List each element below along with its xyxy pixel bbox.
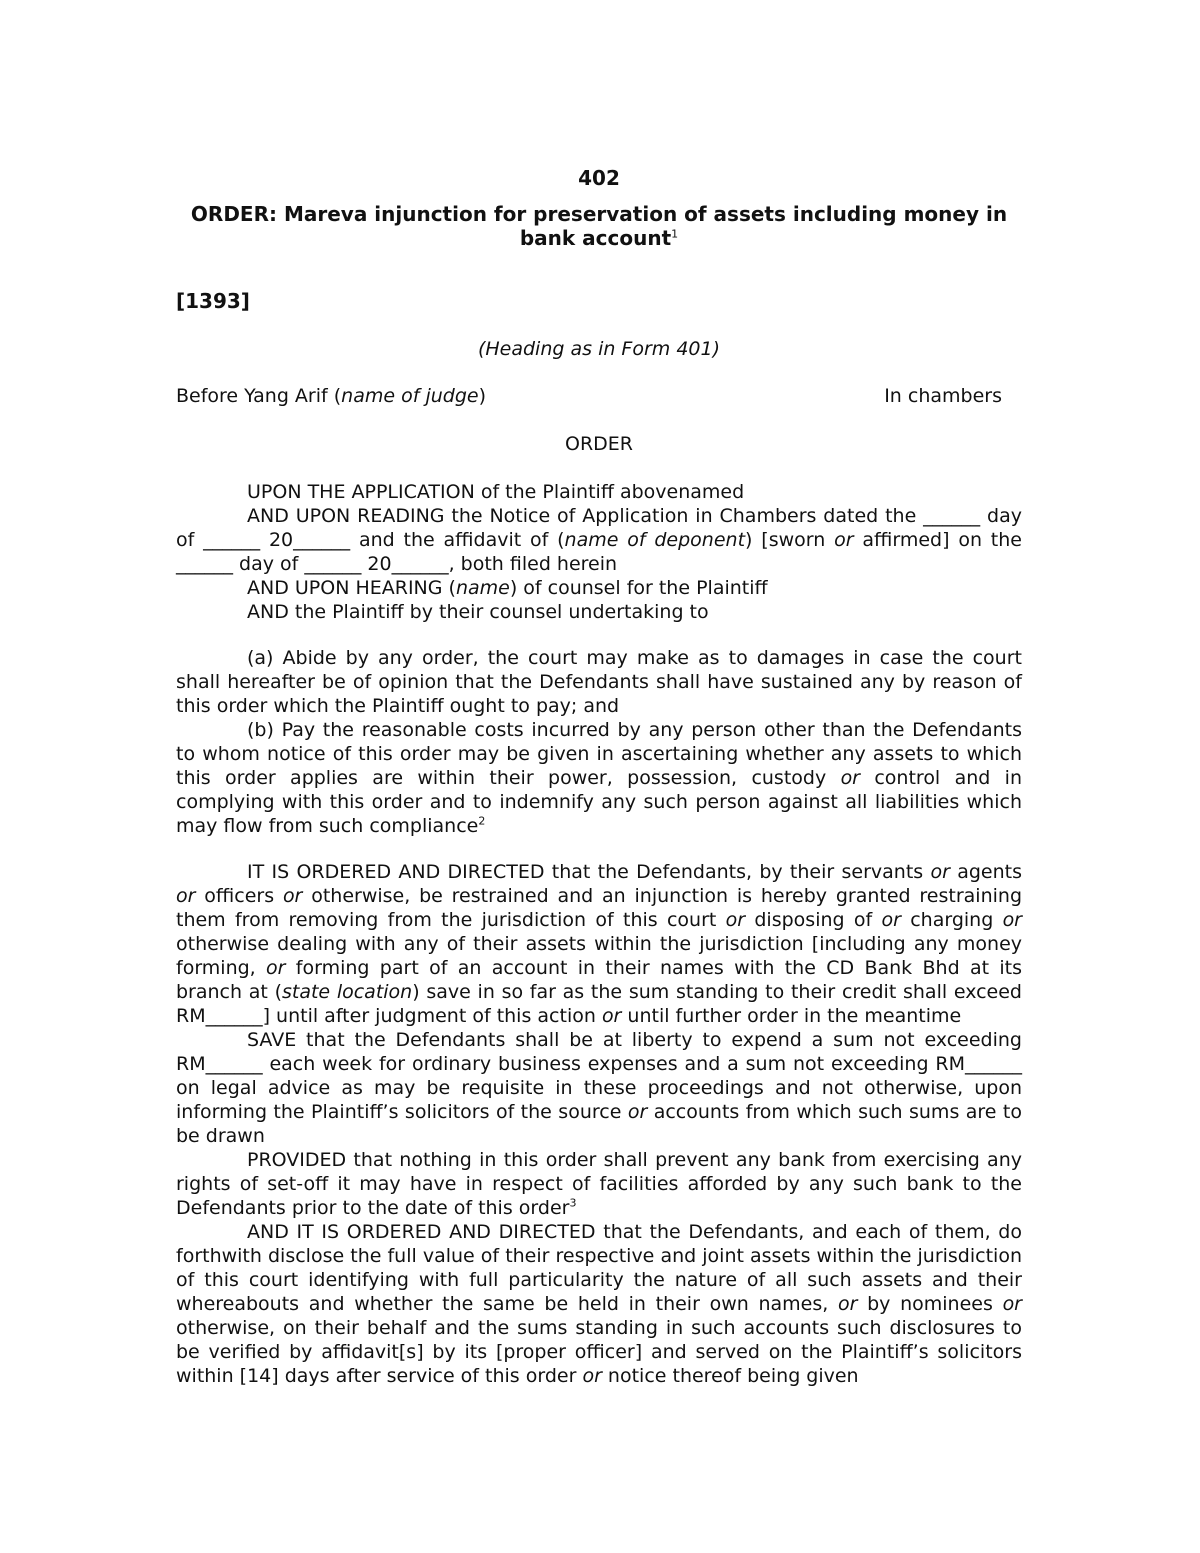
- disclose-text-4: notice thereof being given: [601, 1365, 859, 1387]
- recital-reading: [176, 504, 1022, 576]
- injunction-text-4: otherwise, be restrained and an injunction is hereby granted restraining them from removing from the jurisdiction of this court: [176, 885, 1023, 931]
- recital-hearing-text-2: ) of counsel for the Plaintiff: [509, 577, 768, 599]
- disclose-text-3: otherwise, on their behalf and the sums standing in such accounts such disclosures to be verified by affidavit[s] by its [proper officer] and served on the Plaintiff’s solicitors within [14] days after service of this order: [176, 1317, 1022, 1387]
- save-text-1: SAVE that the Defendants shall be at liberty to expend a sum not exceeding RM______ each week for ordinary business expenses and a sum not exceeding RM______ on legal advice as may be requisite in these proceedings and not otherwise, upon informing the Plaintiff’s solicitors of the source: [176, 1029, 1022, 1123]
- or-italic: or: [582, 1365, 602, 1387]
- counsel-name-placeholder: name: [455, 577, 510, 599]
- order-paragraphs-block: [176, 860, 1022, 1388]
- injunction-text-10: until further order in the meantime: [621, 1005, 962, 1027]
- injunction-text-5: disposing of: [745, 909, 882, 931]
- recital-reading-text-3: affirmed] on the ______ day of ______ 20______, both filed herein: [176, 529, 1022, 575]
- recital-application: UPON THE APPLICATION of the Plaintiff abovenamed: [247, 481, 745, 503]
- footnote-marker: 3: [569, 1196, 577, 1210]
- injunction-text-2: agents: [949, 861, 1023, 883]
- or-italic: or: [881, 909, 901, 931]
- or-italic: or: [837, 1293, 858, 1315]
- form-number: 402: [578, 166, 620, 190]
- save-text-2: accounts from which such sums are to be drawn: [176, 1101, 1022, 1147]
- or-italic: or: [834, 529, 854, 551]
- heading-note: (Heading as in Form 401): [477, 338, 721, 360]
- save-paragraph: [176, 1028, 1022, 1148]
- title-text: ORDER: Mareva injunction for preservation of assets including money in bank account: [190, 202, 1008, 250]
- provided-text: PROVIDED that nothing in this order shall prevent any bank from exercising any rights of set-off it may have in respect of facilities afforded by any such bank to the Defendants prior to the date of this order: [176, 1149, 1022, 1219]
- injunction-text-7: otherwise dealing with any of their assets within the jurisdiction [including any money forming,: [176, 933, 1022, 979]
- provided-paragraph: [176, 1148, 1022, 1220]
- branch-location-placeholder: state location: [281, 981, 413, 1003]
- undertaking-b-text-1: (b) Pay the reasonable costs incurred by any person other than the Defendants to whom notice of this order may be given in ascertaining whether any assets to which this order applies are within their power, possession, custody: [176, 719, 1022, 789]
- or-italic: or: [725, 909, 746, 931]
- order-heading: ORDER: [565, 433, 633, 455]
- disclose-text-1: AND IT IS ORDERED AND DIRECTED that the Defendants, and each of them, do forthwith disclose the full value of their respective and joint assets within the jurisdiction of this court identifying with full particularity the nature of all such assets and their whereabouts and whether the same be held in their own names,: [176, 1221, 1022, 1315]
- undertaking-a: (a) Abide by any order, the court may make as to damages in case the court shall hereafter be of opinion that the Defendants shall have sustained any by reason of this order which the Plaintiff ought to pay; and: [176, 647, 1022, 717]
- recital-hearing-text-1: AND UPON HEARING (: [247, 577, 456, 599]
- recital-reading-text-2: ) [sworn: [745, 529, 835, 551]
- or-italic: or: [282, 885, 303, 907]
- disclose-text-2: by nominees: [857, 1293, 1003, 1315]
- recital-reading-text-1: AND UPON READING the Notice of Application in Chambers dated the ______ day of ______ 20______ and the affidavit of (: [176, 505, 1022, 551]
- undertaking-b-text-2: control and in complying with this order and to indemnify any such person against all liabilities which may flow from such compliance: [176, 767, 1022, 837]
- undertakings-block: [176, 646, 1022, 838]
- or-italic: or: [1002, 909, 1022, 931]
- chambers-location: In chambers: [884, 385, 1002, 407]
- or-italic: or: [627, 1101, 648, 1123]
- injunction-text-3: officers: [195, 885, 283, 907]
- undertaking-b: [176, 718, 1022, 838]
- title-footnote-marker: 1: [671, 227, 679, 241]
- recitals-block: [176, 480, 1022, 624]
- or-italic: or: [840, 767, 860, 789]
- or-italic: or: [176, 885, 196, 907]
- injunction-text-6: charging: [900, 909, 1003, 931]
- recital-hearing: [176, 576, 1022, 600]
- injunction-paragraph: [176, 860, 1022, 1028]
- deponent-placeholder: name of deponent: [564, 529, 746, 551]
- footnote-marker: 2: [478, 814, 486, 828]
- form-reference: [1393]: [176, 289, 250, 313]
- recital-undertaking: AND the Plaintiff by their counsel undertaking to: [247, 601, 709, 623]
- judge-name-placeholder: name of judge: [341, 385, 479, 407]
- or-italic: or: [930, 861, 950, 883]
- injunction-text-1: IT IS ORDERED AND DIRECTED that the Defendants, by their servants: [247, 861, 931, 883]
- or-italic: or: [1002, 1293, 1022, 1315]
- judge-before-label: Before Yang Arif (: [176, 385, 342, 407]
- disclosure-paragraph: [176, 1220, 1022, 1388]
- judge-after-label: ): [478, 385, 487, 407]
- injunction-text-8: forming part of an account in their names with the CD Bank Bhd at its branch at (: [176, 957, 1022, 1003]
- or-italic: or: [266, 957, 286, 979]
- document-title: [176, 202, 1022, 250]
- injunction-text-9: ) save in so far as the sum standing to their credit shall exceed RM______] until after judgment of this action: [176, 981, 1022, 1027]
- or-italic: or: [601, 1005, 622, 1027]
- judge-line: [176, 384, 1002, 408]
- judge-before-text: [176, 384, 486, 408]
